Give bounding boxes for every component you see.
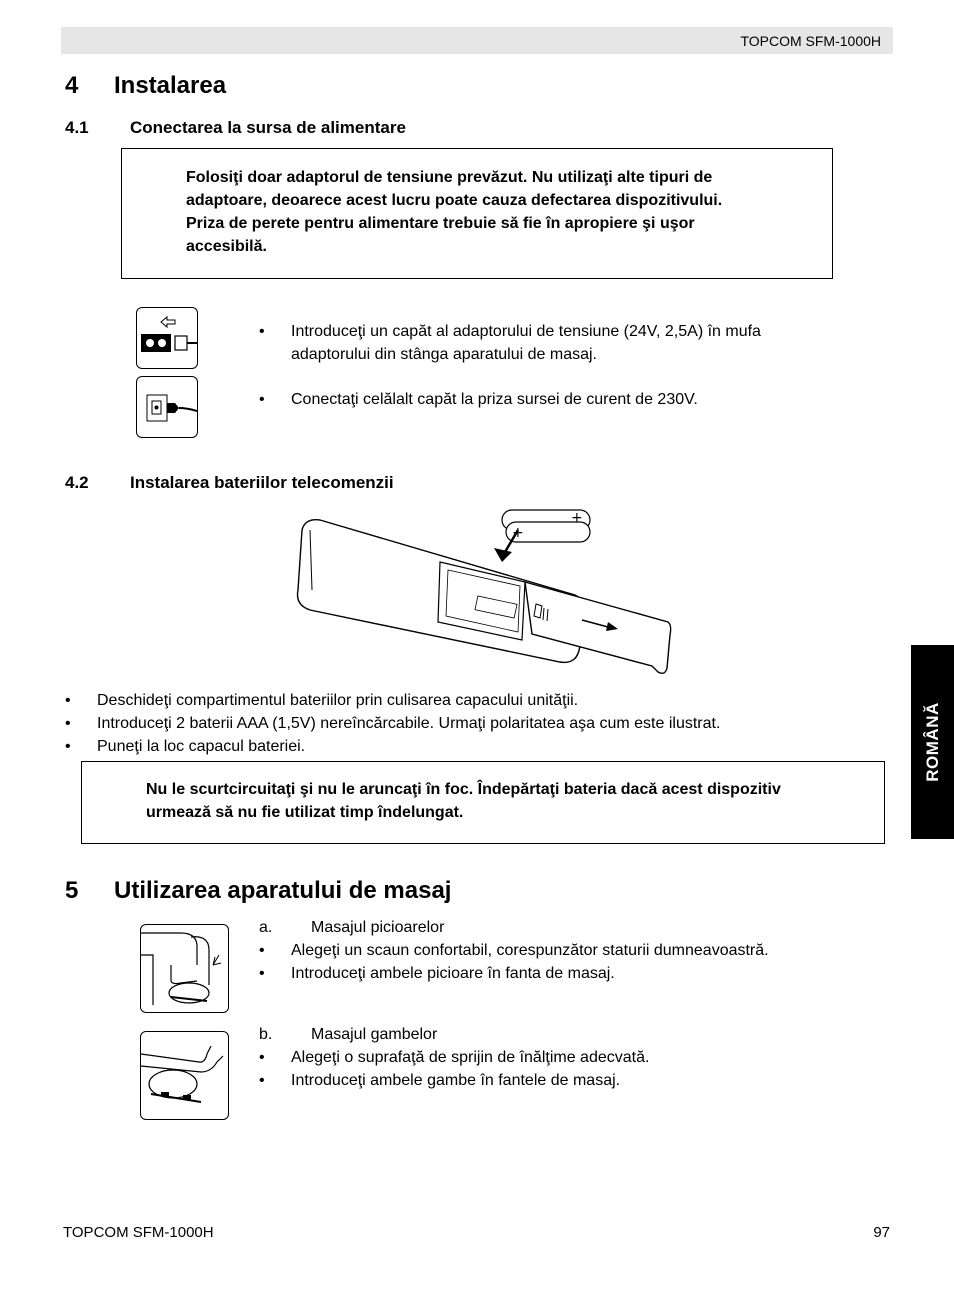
bullet-mark: • — [259, 965, 265, 982]
adapter-plug-icon — [136, 307, 198, 369]
page-number: 97 — [873, 1224, 890, 1241]
list-item — [65, 689, 865, 712]
section-4-number: 4 — [65, 72, 79, 99]
section-4-heading — [65, 72, 665, 102]
list-item — [259, 1046, 859, 1069]
section-5-number: 5 — [65, 877, 79, 904]
language-side-tab — [911, 645, 954, 839]
wall-socket-plug-icon — [136, 376, 198, 438]
bullet-text: Alegeţi o suprafaţă de sprijin de înălţime adecvată. — [291, 1049, 650, 1066]
bullet-text: Conectaţi celălalt capăt la priza sursei de curent de 230V. — [291, 391, 698, 408]
battery-warning-box — [81, 761, 885, 844]
subsection-4-2-title: Instalarea bateriilor telecomenzii — [130, 473, 394, 492]
remote-battery-illustration — [290, 500, 680, 685]
warning-line: urmează să nu fie utilizat timp îndelungat. — [146, 804, 464, 821]
bullet-mark: • — [259, 323, 265, 340]
list-item — [65, 712, 865, 735]
list-item — [259, 939, 859, 962]
calf-massage-icon — [140, 1031, 229, 1120]
bullet-text: Puneţi la loc capacul bateriei. — [97, 738, 306, 755]
bullet-text: Introduceţi ambele gambe în fantele de masaj. — [291, 1072, 621, 1089]
list-item-continuation — [259, 343, 859, 366]
warning-line: Folosiţi doar adaptorul de tensiune prevăzut. Nu utilizaţi alte tipuri de — [186, 169, 713, 186]
svg-text:+: + — [571, 510, 583, 526]
subsection-4-1-number: 4.1 — [65, 118, 89, 137]
bullet-text: Deschideţi compartimentul bateriilor prin culisarea capacului unităţii. — [97, 692, 579, 709]
bullet-text: Introduceţi un capăt al adaptorului de tensiune (24V, 2,5A) în mufa — [291, 323, 761, 340]
list-item — [259, 320, 859, 343]
bullet-mark: • — [65, 738, 71, 755]
subsection-4-1-title: Conectarea la sursa de alimentare — [130, 118, 406, 137]
bullet-text: Introduceţi 2 baterii AAA (1,5V) nereîncărcabile. Urmaţi polaritatea aşa cum este ilustrat. — [97, 715, 721, 732]
bullet-mark: • — [259, 391, 265, 408]
subsection-4-2-number: 4.2 — [65, 473, 89, 492]
massage-option-a — [259, 916, 859, 939]
footer-product: TOPCOM SFM-1000H — [63, 1224, 214, 1241]
massage-option-b — [259, 1023, 859, 1046]
header-title: TOPCOM SFM-1000H — [740, 33, 881, 49]
bullet-mark: • — [65, 692, 71, 709]
option-letter: a. — [259, 919, 273, 936]
option-label: Masajul picioarelor — [311, 919, 445, 936]
foot-massage-icon — [140, 924, 229, 1013]
section-5-title: Utilizarea aparatului de masaj — [114, 877, 452, 904]
bullet-text: Alegeţi un scaun confortabil, corespunzător staturii dumneavoastră. — [291, 942, 769, 959]
list-item — [259, 388, 859, 411]
list-item — [259, 962, 859, 985]
warning-line: Priza de perete pentru alimentare trebuie să fie în apropiere şi uşor — [186, 215, 695, 232]
subsection-4-2-heading — [65, 473, 665, 495]
warning-line: adaptoare, deoarece acest lucru poate cauza defectarea dispozitivului. — [186, 192, 723, 209]
bullet-mark: • — [259, 1072, 265, 1089]
svg-text:+: + — [512, 525, 524, 541]
power-warning-box — [121, 148, 833, 279]
option-letter: b. — [259, 1026, 273, 1043]
bullet-mark: • — [65, 715, 71, 732]
option-label: Masajul gambelor — [311, 1026, 438, 1043]
bullet-mark: • — [259, 942, 265, 959]
section-4-title: Instalarea — [114, 72, 227, 99]
subsection-4-1-heading — [65, 118, 665, 140]
warning-line: Nu le scurtcircuitaţi şi nu le aruncaţi în foc. Îndepărtaţi bateria dacă acest dispozitiv — [146, 781, 781, 798]
list-item — [65, 735, 865, 758]
section-5-heading — [65, 877, 765, 907]
warning-line: accesibilă. — [186, 238, 267, 255]
list-item — [259, 1069, 859, 1092]
bullet-text: Introduceţi ambele picioare în fanta de masaj. — [291, 965, 615, 982]
language-label: ROMÂNĂ — [922, 702, 942, 782]
header-bar — [61, 27, 893, 54]
bullet-mark: • — [259, 1049, 265, 1066]
bullet-text: adaptorului din stânga aparatului de masaj. — [291, 346, 597, 363]
